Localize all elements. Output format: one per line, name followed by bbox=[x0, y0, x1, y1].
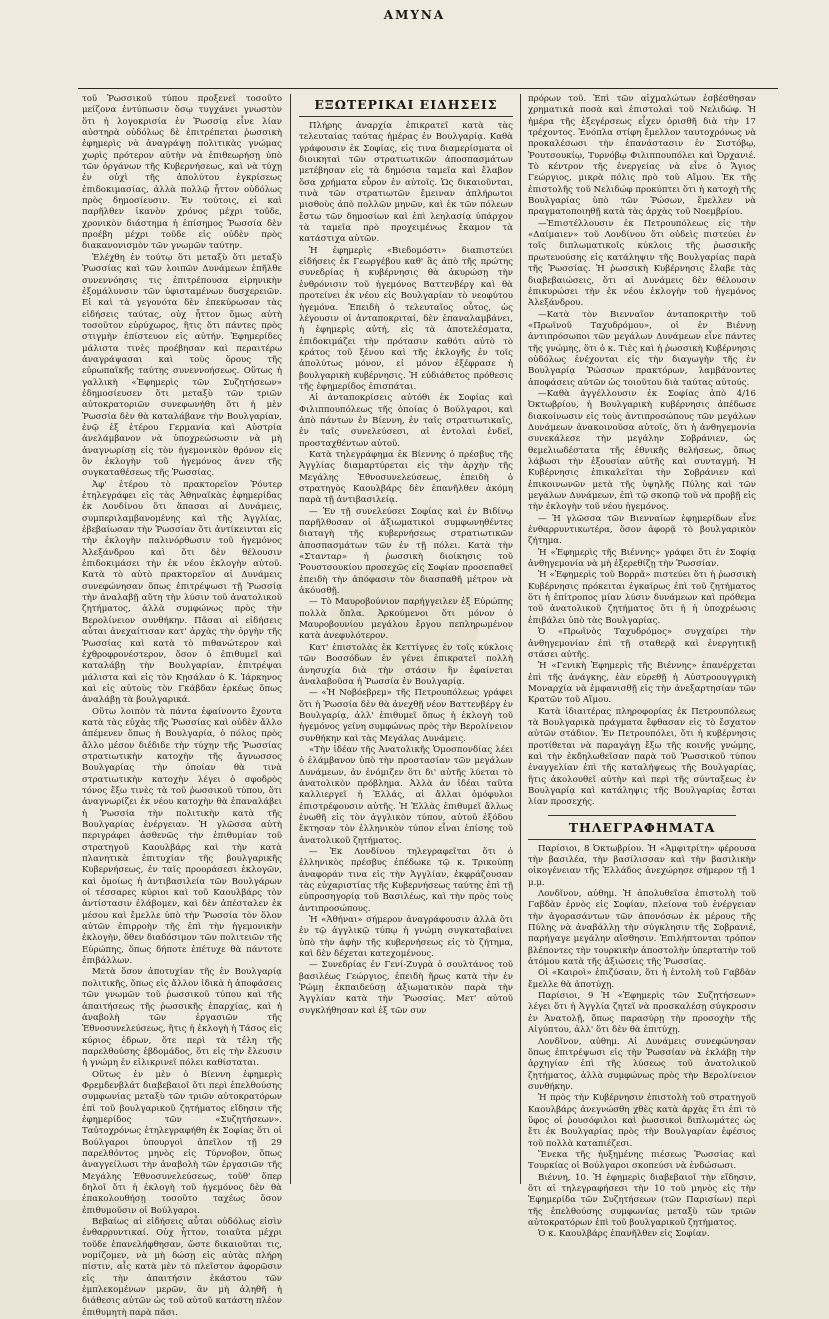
column-3 bbox=[528, 94, 756, 1240]
news-paragraph: Ἡ «Γενικὴ Ἐφημερὶς τῆς Βιέννης» ἐπανέρχεται ἐπὶ τῆς ἀνάγκης, ἐὰν εὑρεθῇ ἡ Αὐστροουγγρικὴ Μοναρχία νὰ ἐμφανισθῇ εἰς τὴν ἀνεξαρτησίαν τῶν Κρατῶν τοῦ Αἵμου. bbox=[528, 661, 756, 706]
section-heading-telegraphs: ΤΗΛΕΓΡΑΦΗΜΑΤΑ bbox=[568, 819, 716, 835]
telegraph-item: Βιέννη, 10. Ἡ ἐφημερὶς διαβεβαιοῖ τὴν εἴδησιν, ὅτι αἱ τηλεγραφήσεσι τὴν 10 τοῦ μηνὸς εἰς τὴν Ἐφημερίδα τῶν Συζητήσεων (τῶν Παρισίων) περὶ τῆς ἐπελθούσης συμφωνίας μεταξὺ τῶν τριῶν αὐτοκρατόρων ἐπὶ τοῦ βουλγαρικοῦ ζητήματος. bbox=[528, 1172, 756, 1228]
news-paragraph: — Τὸ Μαυροβούνιον παρήγγειλεν ἐξ Εὐρώπης πολλὰ ὅπλα. Ἀρκούμενοι ὅτι μόνον ὁ Μαυροβουνίου μεγάλου ἔργου πεπληρωμένον κατὰ ἀνεφυλότερον. bbox=[299, 597, 513, 642]
news-paragraph: —Ἐπιστέλλουσιν ἐκ Πετρουπόλεως εἰς τὴν «Δαίμαιεν» τοῦ Λονδίνου ὅτι οὐδεὶς πιστεύει ἐν τοῖς διπλωματικοῖς κύκλοις τῆς ῥωσσικῆς πρωτευούσης εἰς κατάληψιν τῆς Βουλγαρίας παρὰ τῆς Ῥωσσίας. Ἡ ῥωσσικὴ Κυβέρνησις ἔλαβε τὰς διαβεβαιώσεις, ὅτι αἱ Δυνάμεις δὲν θέλουσιν ἐπικυρώσει τὴν ἐκ νέου ἐκλογὴν τοῦ ἡγεμόνος Ἀλεξάνδρου. bbox=[528, 218, 756, 309]
news-paragraph: — Συνεδρίας ἐν Γενί-Ζυγρὰ ὁ σουλτάνος τοῦ βασιλέως Γεώργιος, ἐπειδὴ ἥρως κατὰ τὴν ἐν Ῥώμῃ ἐκπαιδεύσῃ ἀξιωματικὸν παρὰ τὴν Ἀγγλίαν κατὰ τὴν Ῥωσσίας. Μετ' αὐτοῦ συγκλήθησαν καὶ ἐξ τῶν συν bbox=[299, 960, 513, 1016]
news-paragraph: Ἡ «Ἐφημερὶς τῆς Βιέννης» γράφει ὅτι ἐν Σοφίᾳ ἀνθηγεμονία νὰ μὴ ἐξερεθίζῃ τὴν Ῥωσσίαν. bbox=[528, 547, 756, 570]
news-paragraph: Κατ' ἐπιστολὰς ἐκ Κεττίγνες ἐν τοῖς κύκλοις τῶν Βοσσόδων ἐν γένει ἐπικρατεῖ πολλὴ ἀνησυχία διὰ τὴν στάσιν ἣν ἐφαίνεται ἀναλαβοῦσα ἡ Ῥωσσία ἐν Βουλγαρίᾳ. bbox=[299, 642, 513, 687]
telegraph-item: Λονδῖνον, αὐθημ. Ἡ ἀπολυθεῖσα ἐπιστολὴ τοῦ Γαβδὰν ἐρνὸς εἰς Σοφίαν, πλείονα τοῦ ἐνέργειαν τὴν ἀγορασάντων τῶν ἀπονόσων ἐκ μέρους τῆς Πύλης νὰ ἀναβάλλῃ τὴν σύγκλησιν τῆς Σοβρανιέ, παρήγαγε μεγάλην αἴσθησιν. Ἐπιλήπτονται τρόπον βλέποντες τὴν τουρκικὴν ἀποστολὴν ὑπερτατὴν τοῦ ἀτόμου κατὰ τῆς ἀξιώσεις τῆς Ῥωσσίας. bbox=[528, 889, 756, 968]
article-paragraph: Μετὰ ὅσον ἀποτυχίαν τῆς ἐν Βουλγαρίᾳ πολιτικῆς, ὅπως εἰς ἄλλον ἰδικὰ ἡ ἀποφάσεις τῶν γνωμῶν τοῦ ῥωσσικοῦ τύπου καὶ τῆς ἀπαιτήσεως τῆς ῥωσσικῆς ἐπαρχίας, καὶ ἡ ἀναβολὴ τῶν ἐργασιῶν τῆς Ἐθνοσυνελεύσεως, ἣτις ἡ ἐκλογὴ ἡ Τάσος εἰς κύριος ἐδρων, ὅτε περὶ τὰ τέλη τῆς παρελθούσης ἑβδομάδος, ὅτι εἰς τὴν ἔλευσιν ἡ γνώμη ἐν εἰλικρινεῖ πόλει καθίσταται. bbox=[82, 967, 282, 1069]
news-paragraph: Αἱ ἀνταποκρίσεις αὐτόθι ἐκ Σοφίας καὶ Φιλιππουπόλεως τῆς ὁποίας ὁ Βούλγαροι, καὶ ἀπὸ πάντων ἐν Βίεννη, ἐν ταῖς στρατιωτικαῖς, ἐν ταῖς συνελεύσεσι, αἱ ἐντολαὶ ἐνδεῖ, προσταχθέντων αὐτοῦ. bbox=[299, 393, 513, 449]
telegraph-item: Ἕνεκα τῆς ἠυξημένης πιέσεως Ῥωσσίας καὶ Τουρκίας οἱ Βούλγαροι σκοπεύσι νὰ ἐνδώσωσι. bbox=[528, 1149, 756, 1172]
news-paragraph: — Ἐν τῇ συνελεύσει Σοφίας καὶ ἐν Βιδίνῳ παρῆλθοσαν οἱ ἀξιωματικοὶ συμφωνηθέντες διαταγὴ τῆς κυβερνήσεως στρατιωτικῶν ἀποσπασμάτων τῶν ἐν τῇ πόλει. Κατὰ τὴν «Στανταρ» ἡ ῥωσσικὴ διοίκησις τοῦ Ῥουστσουκίου προσεχῶς εἰς Σοφίαν προσεπαθεῖ ἐπειδὴ τὴν ἀπόφασιν τὸν διασπαθῆ μέτρον νὰ ἀκόυσθῇ. bbox=[299, 506, 513, 597]
news-paragraph: Ἡ «Ἐφημερὶς τοῦ Βορρᾶ» πιστεύει ὅτι ἡ ῥωσσικὴ Κυβέρνησις πρόκειται ἐγκαίρως ἐπὶ τοῦ ζητήματος ὅτι ἡ ἐπίτροπος μίαν λύσιν δυνάμεων καὶ πρόθεμα τοῦ ἀνατολικοῦ ζητήματος ὅτι ἡ ἡ ὑποχρέωσις ἐπιβάλει ὑπὸ τὰς Βουλγαρίας. bbox=[528, 570, 756, 626]
telegraph-item: Ἡ πρὸς τὴν Κυβέρνησιν ἐπιστολὴ τοῦ στρατηγοῦ Καουλβάρς ἀνεγνώσθη χθὲς κατὰ ἀρχὰς ἔτι ἐπὶ τὸ ὕφος οἱ ῥουσόφιλοι καὶ ῥωσσικοὶ διπλωμάτες ὡς ἔτι ἐκ Βουλγαρίας πρὸς τὴν Βουλγαρίαν ἐφέσιος τοῦ πολλὰ καταπιέζεσι. bbox=[528, 1093, 756, 1149]
section-rule bbox=[548, 815, 736, 816]
news-paragraph: Πλήρης ἀναρχία ἐπικρατεῖ κατὰ τὰς τελευταίας ταύτας ἡμέρας ἐν Βουλγαρίᾳ. Καθὰ γράφουσιν ἐκ Σοφίας, εἰς τινα διαμερίσματα οἱ διοικηταὶ τῶν στρατιωτικῶν ἀποσπασμάτων μετέβησαν εἰς τὰ δημόσια ταμεῖα καὶ ἔλαβον ὅσα χρήματα εὗρον ἐν αὐτοῖς. Ὡς δικαιοῦνται, τινὰ τῶν στρατιωτῶν ἔμειναν ἀπλήρωτοι μισθοὺς ἀπὸ πολλῶν μηνῶν, καὶ ἐκ τῶν πόλεων ἔστω τῶν δημοσίων καὶ ἐπὶ λεηλασίᾳ ὑπάρχον τὰ ταμεῖα πρὸ προχειμένως ἔκαμον τὰ κατάστιχα αὐτῶν. bbox=[299, 121, 513, 245]
news-paragraph: — Ἐκ Λονδίνου τηλεγραφεῖται ὅτι ὁ ἐλληνικὸς πρέσβυς ἐπέδωκε τῷ κ. Τρικούπῃ ἀναφοράν τινα εἰς τὴν Ἀγγλίαν, ἐκφράζουσαν τὰς εὐχαριστίας τῆς Κυβερνήσεως ταύτης ἐπὶ τῇ εὐπροσηγορίᾳ τοῦ Βασιλέως, καὶ τὴν πρὸς τοὺς ἀντιπροσώπους. bbox=[299, 847, 513, 914]
news-paragraph: Ὁ «Πρωϊνὸς Ταχυδρόμος» συγχαίρει τὴν ἀνθηγεμονίαν ἐπὶ τῇ σταθερᾷ καὶ ἐνεργητικῇ στάσει αὐτῆς. bbox=[528, 627, 756, 660]
article-paragraph: Ἀφ' ἑτέρου τὸ πρακτορεῖον Ῥόυτερ ἐτηλεγράφει εἰς τὰς Ἀθηναϊκὰς ἐφημερίδας ἐκ Λονδίνου ὅτι ἅπασαι αἱ Δυνάμεις, συμπεριλαμβανομένης καὶ τῆς Ἀγγλίας, ἐβεβαίωσαν τὴν Ῥωσσίαν ὅτι ἀντίκεινται εἰς τὴν ἐκλογὴν παλινόρθωσιν τοῦ ἡγεμόνος Ἀλεξάνδρου καὶ ὅτι δὲν θέλουσιν ἐπιδοκιμάσει τὴν ἐκ νέου ἐκλογὴν αὐτοῦ. Κατὰ τὸ αὐτὸ πρακτορεῖον αἱ Δυνάμεις συνεφώνησαν ὅπως ἐπιτρέψωσι τῇ Ῥωσσίᾳ τὴν ἀναλαβῇ αὕτη τὴν λύσιν τοῦ ἀνατολικοῦ ζητήματος, ἀλλὰ συμφώνως πρὸς τὴν Βερολίνειον συνθήκην. Πᾶσαι αἱ εἰδήσεις αὗται ἀνεχαίτισαν κατ' ἀρχὰς τὴν ὀργὴν τῆς Ῥωσσίας καὶ κατὰ τὸ πιθανώτερον καὶ ἐχθροφρονέστερον, ὅσον ὁ ἐπιθυμεῖ καὶ καταλάβῃ τὴν Βουλγαρίαν, ἐπιτρέψαι μάλιστα καὶ εἰς τὸν Κῃσάλαν ὁ Κ. Ἰάρκηνος καὶ εἰς αὐτοὺς τὸν Γκάβδαν ἐρκέως ὅπως ἀναλάβῃ τὰ βουλγαρικά. bbox=[82, 479, 282, 706]
news-paragraph: — «Ἡ Νοβόεβρεμ» τῆς Πετρουπόλεως γράφει ὅτι ἡ Ῥωσσία δὲν θὰ ἀνεχθῇ νέον Βαττενβέργ ἐν Βουλγαρίᾳ, ἀλλ' ἐπιθυμεῖ ὅπως ἡ ἐκλογὴ τοῦ ἡγεμόνος γείνη συμφώνως πρὸς τὴν Βερολίνειον συνθήκην καὶ τὰς Μεγάλας Δυνάμεις. bbox=[299, 688, 513, 744]
news-paragraph: — Ἡ γλῶσσα τῶν Βιενναίων ἐφημερίδων εἶνε ἐνθαρρυντικωτέρα, ὅσον ἀφορᾷ τὸ βουλγαρικὸν ζήτημα. bbox=[528, 513, 756, 547]
article-paragraph: τοῦ Ῥωσσικοῦ τύπου προξενεῖ τοσοῦτο μείζονα ἐντύπωσιν ὅσῳ τυγχάνει γνωστὸν ὅτι ἡ λογοκρισία ἐν Ῥωσσίᾳ εἶνε λίαν αὐστηρὰ οὐδόλως δὲ ἐπιτρέπεται ῥωσσικὴ ἐφημερὶς νὰ ἀναγράψῃ πολιτικὰς γνώμας χωρὶς πρότερον αὐτὴν νὰ ἐπιθεωρήσῃ ὑπὸ τῶν ὀργάνων τῆς Κυβερνήσεως, καὶ νὰ τύχῃ ἐν οὐχὶ τῆς ἀπολύτου ἐγκρίσεως ἐπιδοκιμασίας, ἀλλὰ πολλῷ ἧττον οὐδόλως πρὸς δημοσίευσιν. Ἐν τούτοις, εἰ καὶ παρῆλθεν ἱκανὸν χρόνος μέχρι τοῦδε, χρονικὸν διάστημα ἡ ἐπίσημος Ῥωσσία δὲν προέβη μέχρι τοῦδε εἰς οὐδὲν πρὸς διακανονισμὸν τῶν γνωμῶν ταύτην. bbox=[82, 94, 282, 252]
news-paragraph: Κατὰ ἰδιαιτέρας πληροφορίας ἐκ Πετρουπόλεως τὰ Βουλγαρικὰ πράγματα ἔφθασαν εἰς τὸ ἔσχατον αὐτῶν στάδιον. Ἐν Πετρουπόλει, ὅτι ἡ κυβέρνησις προτίθεται νὰ παραγάγῃ ἔξω τῆς κοινῆς γνώμης, καὶ τὴν ἐκδηλωθεῖσαν παρὰ τοῦ Ῥωσσικοῦ τύπου ἐναγγελίαν ἐπὶ τῆς καταλήψεως τῆς Βουλγαρίας, ἥτις ἀκολουθεῖ αὐτὴν καὶ περὶ τῆς σύνταξεως ἐν Βουλγαρίᾳ καὶ κατάληψις τῆς Βουλγαρίας ἔσται λίαν προσεχής. bbox=[528, 706, 756, 808]
telegraph-item: Ὁ κ. Καουλβάρς ἐπανῆλθεν εἰς Σοφίαν. bbox=[538, 1229, 710, 1240]
news-paragraph: —Καθὰ ἀγγέλλουσιν ἐκ Σοφίας ἀπὸ 4/16 Ὀκτωβρίου, ἡ Βουλγαρικὴ κυβέρνησις ἀπέδωσε διακοίνωσιν εἰς τοὺς ἀντιπροσώπους τῶν μεγάλων Δυνάμεων ἀνακοινοῦσα αὐτοῖς, ὅτι ἡ ἀνθηγεμονία συνεκάλεσε τὴν μεγάλην Σοβράνιεν, ὡς θεμελιωδέστατα τῆς ἐθνικῆς θελήσεως, ὅπως λάβωσι τὴν ἐξουσίαν αὐτῆς καὶ συνταγμή. Ἡ Κυβέρνησις ἐπικαλεῖται τὴν Σοβράνιεν καὶ ἐπικοινωνῶν μετὰ τῆς ὑψηλῆς Πύλης καὶ τῶν μεγάλων Δυνάμεων, ἐπὶ τῷ σκοπῷ τοῦ νὰ προβῇ εἰς τὴν ἐκλογὴν τοῦ νέου ἡγεμόνος. bbox=[528, 388, 756, 513]
heading-rule bbox=[299, 116, 513, 117]
article-paragraph: Ἐλέχθη ἐν τούτῳ ὅτι μεταξὺ ὅτι μεταξὺ Ῥωσσίας καὶ τῶν λοιπῶν Δυνάμεων ἐπῆλθε συνεννόησις τις ἐπιτρέπουσα εἰρηνικὴν ἐξομάλυνσιν τῶν ὑφισταμένων δυσχερειῶν. Εἰ καὶ τὰ γεγονότα δὲν ἐπεκύρωσαν τὰς εἰδήσεις ταύτας, οὐχ ἧττον ὅμως αὐτὴ τοσοῦτον εὐρύχωρος, ἣτις ὅτι πάντες πρὸς στιγμὴν ἐπίστευον εἰς αὐτήν. Ἐφημερίδες μάλιστα τινὲς προέβησαν καὶ περαιτέρω ἀναγράψασαι καὶ τοὺς ὅρους τῆς εὐρωπαϊκῆς ταύτης συνεννοήσεως. Οὕτως ἡ γαλλικὴ «Ἐφημερὶς τῶν Συζητήσεων» ἐδημοσίευσεν ὅτι μεταξὺ τῶν τριῶν αὐτοκρατοριῶν συνεφωνήθη ὅτι ἡ μὲν Ῥωσσία δὲν θὰ καταλάβανε τὴν Βουλγαρίαν, ἐνῷ ἐξ ἑτέρου Γερμανία καὶ Αὐστρία ἀνελάμβανον νὰ ὑποχρεώσωσιν νὰ μὴ ἀναγνωρίσῃ εἰς τὸν ἡγεμονικὸν θρόνον εἰς ὃν ἐκλογὴν τοῦ ἡγεμόνος ἀνεν τῆς συγκαταθέσεως τῆς Ῥωσσίας. bbox=[82, 252, 282, 479]
column-divider bbox=[520, 94, 521, 1184]
article-paragraph: Οὕτως ἐν μὲν ὁ Βίεννη ἐφημερὶς Φρεμδενβλάτ διαβεβαιοῖ ὅτι περὶ ἐπελθούσης συμφωνίας μεταξὺ τῶν τριῶν αὐτοκρατόρων ἐπὶ τοῦ βουλγαρικοῦ ζητήματος εἴδησιν τῆς ἐφημερίδος τῶν «Συζητήσεων». Ταὐτοχρόνως ἐτηλεγραφήθη ἐκ Σοφίας ὅτι οἱ Βούλγαροι ὑπουργοὶ ἀπεῖλον τῇ 29 παρελθόντος μηνὸς εἰς Τύρνοβον, ὅπως ἀναγγείλωσι τὴν ἀναβολὴ τῶν ἐργασιῶν τῆς Μεγάλης Ἐθνοσυνελεύσεως, τοῦθ' ὅπερ δηλοῖ ὅτι ἡ ἐκλογὴ τοῦ ἡγεμόνος δὲν θὰ ἐπακολουθήσῃ τοσοῦτο ταχέως ὅσον ἐπιθυμοῦσιν οἱ Βούλγαροι. bbox=[82, 1069, 282, 1216]
news-paragraph: Ἡ ἐφημερὶς «Βιεδομόστι» διαπιστεύει εἰδήσεις ἐκ Γεωργέβου καθ' ἃς ἀπὸ τῆς πρώτης συνεδρίας ἡ κυβέρνησις θὰ ἀκυρώσῃ τὴν ἐνθρόνισιν τοῦ ἡγεμόνος Βαττενβέργ καὶ θὰ προτείνει ἐκ νέου εἰς Βουλγαρίαν τὸ νεοφύτου ἡγεμόνα. Ἐπειδὴ ὁ τελευταῖος οὗτος, ὡς λέγουσιν οἱ ἀνταποκριταί, δὲν ἐπαναλαμβάνει, ἡ ἐφημερὶς αὐτή, εἰς τὰ ἀποτελέσματα, ἐπιδοκιμάζει τὴν πρότασιν καθότι αὐτὸ τὸ κράτος τοῦ ξένου καὶ τῆς ἐκλογῆς ἐν τοῖς ἀπολύτως μόνον, εἰ μόνον ἐξέφρασε ἡ βουλγαρικὴ κυβέρνησις. Ἡ εὐδιάθετος πρόθεσις τῆς ἐφημερίδος ἐπισπάται. bbox=[299, 245, 513, 392]
telegraph-item: Λονδῖνον, αὐθημ. Αἱ Δυνάμεις συνεφώνησαν ὅπως ἐπιτρέψωσι εἰς τὴν Ῥωσσίαν νὰ ἐκλάβῃ τὴν ἀρχηγίαν ἐπὶ τῆς λύσεως τοῦ ἀνατολικοῦ ζητήματος, ἀλλὰ συμφώνως πρὸς τὴν Βερολίνειον συνθήκην. bbox=[528, 1036, 756, 1092]
article-paragraph: Βεβαίως αἱ εἰδήσεις αὗται οὐδόλως εἰσὶν ἐνθαρρυντικαί. Οὐχ ἧττον, τοιαῦτα μέχρι τοῦδε ἐπανελήφθησαν, ὥστε δικαιοῦται τις, νομίζομεν, νὰ μὴ δώσῃ εἰς αὐτὰς πλήρη πίστιν, αἷς κατὰ μὲν τὸ πλεῖστον ἀφορῶσιν εἰς τὴν ἀπαιτήσιν ἑκάστου τῶν ἐμπλεκομένων μερῶν, ἂν μὴ ἀληθῆ ἡ διάθεσις αὐτῶν ὡς τοῦ αὐτοῦ κατάστη πλέον ἐπιθυμητὴ παρὰ πᾶσι. bbox=[82, 1217, 282, 1318]
news-paragraph: Κατὰ τηλεγράφημα ἐκ Βίεννης ὁ πρέσβυς τῆς Ἀγγλίας διαμαρτύρεται εἰς τὴν ἀρχὴν τῆς Μεγάλης Ἐθνοσυνελεύσεως, ἐπειδὴ ὁ στρατηγὸς Καουλβάρς δὲν ἐπανῆλθεν ἀκόμη παρὰ τῇ ἀντιβασιλείᾳ. bbox=[299, 449, 513, 506]
news-paragraph: πρόρων τοῦ. Ἐπὶ τῶν αἰχμαλώτων ἐσβέσθησαν χρηματικὰ ποσὰ καὶ ἐπιστολαὶ τοῦ Νελιδώφ. Ἡ ἡμέρα τῆς ἐξεγέρσεως εἶχεν ὁρισθῆ διὰ τὴν 17 τρέχοντος. Ἐνόπλα στίφη ἔμελλον ταυτοχρόνως νὰ προκαλέσωσι τὴν ἐπανάστασιν ἐν Σιστόβῳ, Ῥουτσουκίῳ, Τυρνόβῳ Φιλιππουπόλει καὶ Ὀρχανιέ. Τὸ κέντρον τῆς ἐνεργείας νὰ εἶνε ὁ Ἅγιος Γεώργιος, μικρὰ πόλις πρὸ τοῦ Αἴμου. Ἐκ τῆς ἐπιστολῆς τοῦ Νελιδώφ προκύπτει ὅτι ἡ κατοχὴ τῆς Βουλγαρίας ὑπὸ τῶν Ῥώσων, ἔμελλεν νὰ πραγματοποιηθῇ κατὰ τὰς ἀρχὰς τοῦ Νοεμβρίου. bbox=[528, 94, 756, 218]
column-1 bbox=[82, 94, 282, 1318]
news-paragraph: «Τὴν ἰδέαν τῆς Ἀνατολικῆς Ὁμοσπονδίας λέει ὁ ἐλάμβανον ὑπὸ τὴν προστασίαν τῶν μεγάλων Δυνάμεων, ἀν ἐνόμιζεν ὅτι δι' αὐτῆς λύεται τὸ ἀνατολικὸν πρόβλημα. Ἀλλὰ ἀν ἰδέαι ταῦτα καλλιεργεῖ ἡ Ἑλλάς, αἱ ἄλλαι ὁμόφυλοι ἐπιστρέφουσιν αὐτῆς. Ἡ Ἑλλὰς ἐπιθυμεῖ ἄλλως ἑνωθῆ εἰς τὸν ἀγγλικὸν τύπον, αὐτοῦ ἐξόδου ἔκτησαν τὸν ἑλληνικὸν τύπον εἶναι ἐπίσης τοῦ ἀνατολικοῦ ζητήματος. bbox=[299, 744, 513, 846]
top-rule bbox=[78, 88, 778, 89]
telegraph-item: Παρίσιοι, 8 Ὀκτωβρίου. Ἡ «Ἀμφιτρίτη» φέρουσα τὴν βασιλέα, τὴν βασίλισσαν καὶ τὴν βασιλικὴν οἰκογένειαν τῆς Ἑλλάδος ἀνεχώρησε σήμερον τῇ 1 μ.μ. bbox=[528, 843, 756, 888]
section-heading-foreign-news: ΕΞΩΤΕΡΙΚΑΙ ΕΙΔΗΣΕΙΣ bbox=[314, 97, 498, 112]
column-divider bbox=[290, 94, 291, 1184]
telegraph-item: Παρίσιοι, 9 Ἡ «Ἐφημερὶς τῶν Συζητήσεων» λέγει ὅτι ἡ Ἀγγλία ζητεῖ νὰ προσκαλέσῃ σύγκροσιν ἐν Ἀνατολῇ, ὅπως παρασύρῃ τὴν προσοχὴν τῆς Αἰγύπτου, ἀλλ' ὅτι δὲν θὰ ἐπιτύχῃ. bbox=[528, 991, 756, 1036]
column-2 bbox=[299, 94, 513, 1184]
news-paragraph: Ἡ «Ἀθήναι» σήμερον ἀναγράφουσιν ἀλλὰ ὅτι ἐν τῷ ἀγγλικῷ τύπῳ ἡ γνώμη συγκαταβαίνει ὑπὸ τὴν ἀφὴν τῆς κυβερνήσεως εἰς τὸ ζήτημα, καὶ δὲν δέχεται κατεχομένους. bbox=[299, 915, 513, 960]
masthead: ΑΜΥΝΑ bbox=[383, 8, 446, 22]
telegraph-item: Οἱ «Καιροὶ» ἐπιζύσαιν, ὅτι ἡ ἐντολὴ τοῦ Γαβδὰν ἔμελλε θὰ ἀποτύχῃ. bbox=[528, 968, 756, 990]
heading-rule bbox=[528, 839, 756, 840]
news-paragraph: —Κατὰ τὸν Βιενναῖον ἀνταποκριτὴν τοῦ «Πρωϊνοῦ Ταχυδρόμου», οἱ ἐν Βιέννῃ ἀντιπρόσωποι τῶν μεγάλων Δυνάμεων εἶνε πάντες τῆς γνώμης, ὅτι ὁ κ. Τιὲς καὶ ἡ ῥωσσικὴ Κυβέρνησις οὐδόλως ἐνέχονται εἰς τὴν διαγωγὴν τῆς ἐν Βουλγαρίᾳ Ῥώσσων πρακτόρων, λαμβάνοντες ἀποφάσεις αὐτῶν ὡς τοιοῦτου διὰ ταύτας αὐτούς. bbox=[528, 309, 756, 388]
article-paragraph: Οὕτω λοιπὸν τὰ πάντα ἐφαίνοντο ἔχοντα κατὰ τὰς εὐχὰς τῆς Ῥωσσίας καὶ οὐδὲν ἄλλο ἀπέμενεν ὅπως ἡ Βουλγαρία, ὁ πόλος πρὸς ἄλλο μέσον διέδιδε τὴν τύχην τῆς Ῥωσσίας στρατιωτικὴν κατοχὴν τῆς ἄγνωσσος Βουλγαρίας τὴν ὁποίαν θὰ τινὰ στρατιωτικὴν κατοχὴν λέγει ὁ σφοδρὸς τόνος ἔξω τινὲς τὰ τοῦ ῥωσσικοῦ τύπου, ὅτι ἀναγνωρίζει ἐκ νέου κατοχὴν θὰ ἐπαναλάβει ἡ Ῥωσσία τὴν πολιτικὴν κατὰ τῆς Βουλγαρίας ἐνέργειαν. Ἡ γλῶσσα αὐτὴ περιγράφει ἀσθενῶς τὴν ἐπιθυμίαν τοῦ στρατηγοῦ Καουλβάρς καὶ τὴν κατὰ πλανητικὰ ἐπιτυχίαν τῆς βουλγαρικῆς Κυβερνήσεως, ἐν ταῖς προοράσεσι ἐκλογῶν, καὶ ὁμοίως ἡ ἀντιβασιλεία τῶν Βουλγάρων οἱ τέσσαρες κύριοι καὶ τοῦ Καουλβάρς τὸν ἀντίστασιν ἐλάβομεν, καὶ δὲν ἀπέσταλεν ἐκ μέσου καὶ ἔμελλε ὑπὸ τὴν Ῥωσσία τὸν ὅλον αὐτῶν ἐπιρροὴν τῆς ἐπὶ τὴν ἡγεμονικὴν ἐκλογὴν, ὅθεν διαδόσιμον τῶν πολιτειῶν τῆς Εὐρώπης, ὅπως δήποτε ἐπέτυχε θὰ πάντοτε ἐπιβάλλων. bbox=[82, 706, 282, 967]
